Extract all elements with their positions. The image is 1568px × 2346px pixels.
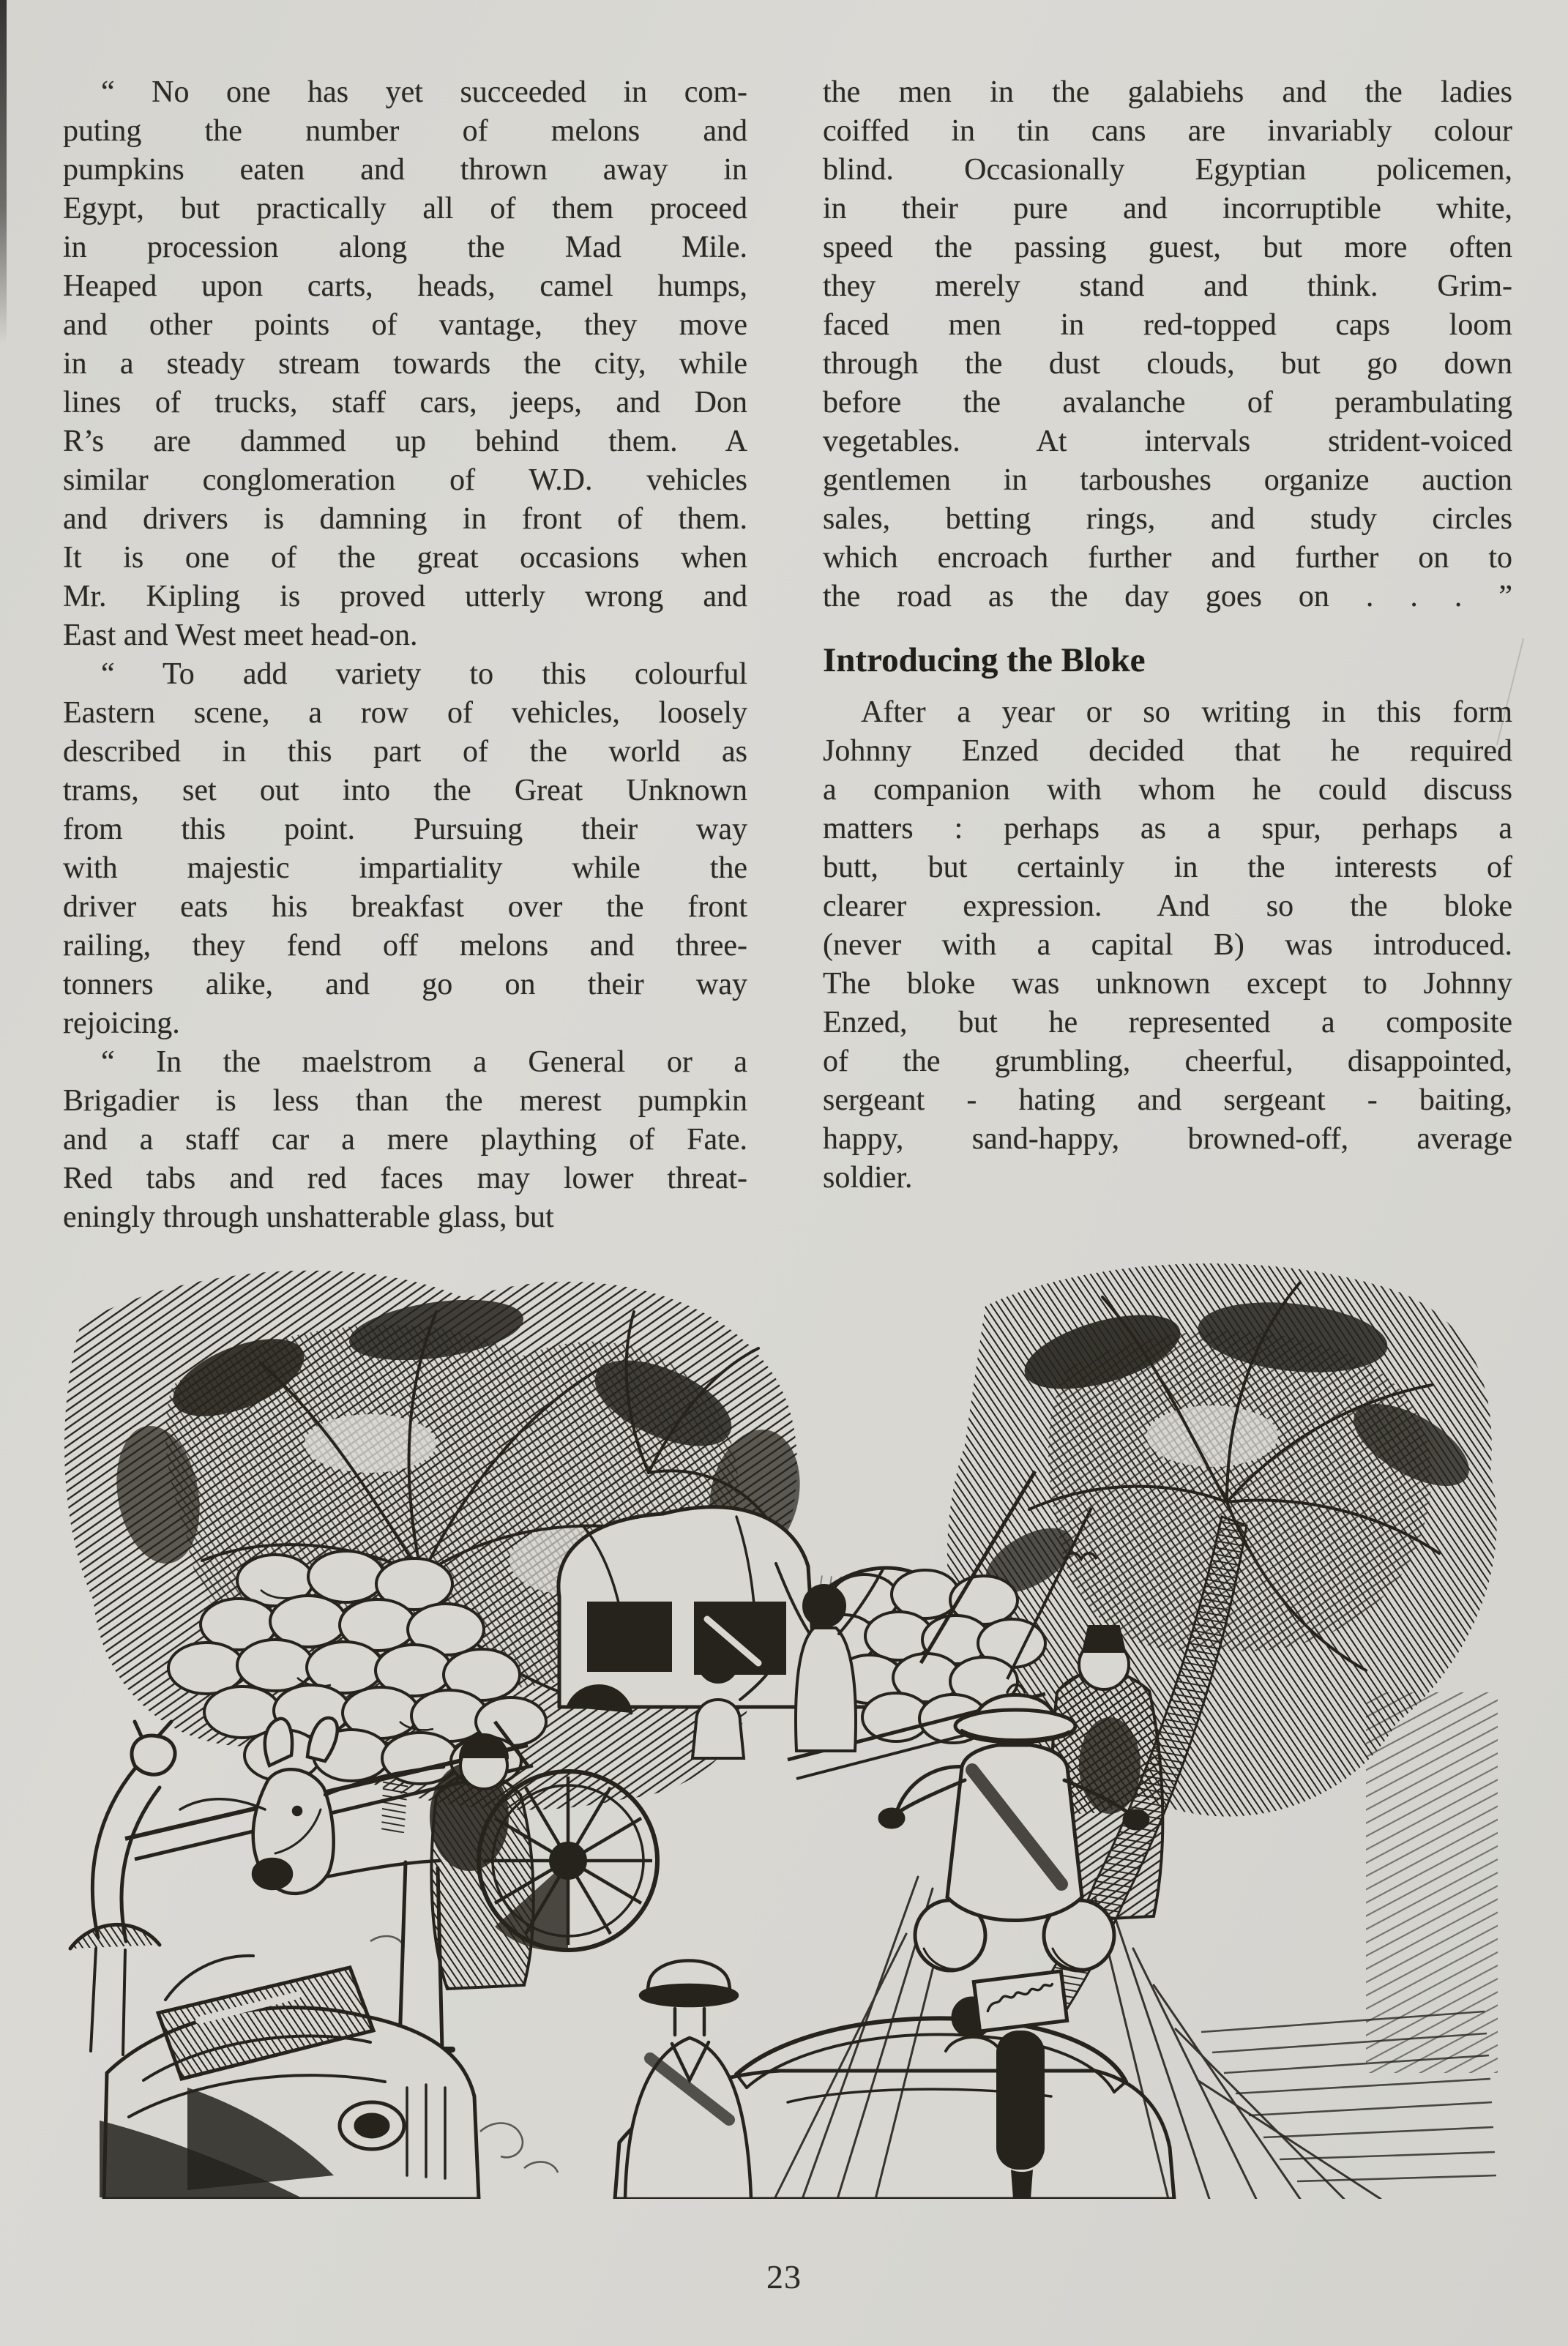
paragraph (63, 655, 747, 1043)
text-line: and other points of vantage, they move (63, 308, 747, 342)
text-line: of the grumbling, cheerful, disappointed, (823, 1045, 1512, 1078)
left-column (63, 73, 747, 1237)
text-line: sergeant - hating and sergeant - baiting, (823, 1083, 1512, 1117)
illustration-canvas (56, 1253, 1512, 2199)
text-line: in procession along the Mad Mile. (63, 231, 747, 264)
text-line: coiffed in tin cans are invariably colour (823, 114, 1512, 148)
text-line: matters : perhaps as a spur, perhaps a (823, 812, 1512, 845)
text-line: the men in the galabiehs and the ladies (823, 75, 1512, 109)
paragraph (823, 73, 1512, 616)
text-line: tonners alike, and go on their way (63, 968, 747, 1001)
text-line: and drivers is damning in front of them. (63, 502, 747, 536)
text-line: lines of trucks, staff cars, jeeps, and Don (63, 386, 747, 419)
text-line: gentlemen in tarboushes organize auction (823, 463, 1512, 497)
text-line: faced men in red-topped caps loom (823, 308, 1512, 342)
officer-passenger (625, 1961, 751, 2200)
text-line: a companion with whom he could discuss (823, 773, 1512, 807)
page-number: 23 (766, 2258, 802, 2295)
text-line: puting the number of melons and (63, 114, 747, 148)
section-paragraphs (823, 693, 1512, 1198)
text-line: from this point. Pursuing their way (63, 812, 747, 846)
text-line: happy, sand-happy, browned-off, average (823, 1122, 1512, 1156)
text-line: Red tabs and red faces may lower threat- (63, 1162, 747, 1195)
text-line: driver eats his breakfast over the front (63, 890, 747, 924)
text-line: “ To add variety to this colourful (101, 657, 747, 691)
text-line: Enzed, but he represented a composite (823, 1006, 1512, 1039)
text-line: “ In the maelstrom a General or a (101, 1045, 747, 1079)
foliage-right (947, 1263, 1498, 2073)
text-line: Mr. Kipling is proved utterly wrong and (63, 580, 747, 613)
paragraph (63, 73, 747, 655)
text-line: East and West meet head-on. (63, 619, 418, 652)
text-line: similar conglomeration of W.D. vehicles (63, 463, 747, 497)
text-line: eningly through unshatterable glass, but (63, 1200, 554, 1234)
text-line: and a staff car a mere plaything of Fate. (63, 1123, 747, 1157)
camel (70, 1722, 175, 2055)
text-line: vegetables. At intervals strident-voiced (823, 425, 1512, 458)
text-line: The bloke was unknown except to Johnny (823, 967, 1512, 1001)
text-line: in their pure and incorruptible white, (823, 192, 1512, 225)
text-line: pumpkins eaten and thrown away in (63, 153, 747, 187)
text-line: rejoicing. (63, 1006, 180, 1040)
text-line: described in this part of the world as (63, 735, 747, 769)
text-line: It is one of the great occasions when (63, 541, 747, 575)
text-line: Eastern scene, a row of vehicles, loosely (63, 696, 747, 730)
text-line: with majestic impartiality while the (63, 851, 747, 885)
text-line: clearer expression. And so the bloke (823, 889, 1512, 923)
text-line: before the avalanche of perambulating (823, 386, 1512, 419)
text-line: sales, betting rings, and study circles (823, 502, 1512, 536)
paragraph (823, 693, 1512, 1198)
text-line: Brigadier is less than the merest pumpkin (63, 1084, 747, 1118)
text-line: blind. Occasionally Egyptian policemen, (823, 153, 1512, 187)
text-line: Johnny Enzed decided that he required (823, 734, 1512, 768)
text-line: (never with a capital B) was introduced. (823, 928, 1512, 962)
text-line: the road as the day goes on . . . ” (823, 580, 1512, 613)
scan-edge-artifact (0, 0, 7, 344)
paragraph (63, 1043, 747, 1237)
text-line: railing, they fend off melons and three- (63, 929, 747, 963)
text-line: Heaped upon carts, heads, camel humps, (63, 269, 747, 303)
right-column (823, 73, 1512, 1237)
text-line: they merely stand and think. Grim- (823, 269, 1512, 303)
section-heading: Introducing the Bloke (823, 641, 1146, 679)
continuation-paragraphs (823, 73, 1512, 616)
text-line: which encroach further and further on to (823, 541, 1512, 575)
text-line: After a year or so writing in this form (861, 695, 1512, 729)
text-line: “ No one has yet succeeded in com- (101, 75, 747, 109)
text-line: trams, set out into the Great Unknown (63, 774, 747, 807)
text-line: through the dust clouds, but go down (823, 347, 1512, 381)
text-line: butt, but certainly in the interests of (823, 851, 1512, 884)
text-line: R’s are dammed up behind them. A (63, 425, 747, 458)
text-line: speed the passing guest, but more often (823, 231, 1512, 264)
text-line: in a steady stream towards the city, while (63, 347, 747, 381)
text-line: Egypt, but practically all of them proceed (63, 192, 747, 225)
text-line: soldier. (823, 1161, 913, 1195)
left-car (100, 1956, 479, 2199)
mad-mile-illustration (56, 1253, 1512, 2199)
